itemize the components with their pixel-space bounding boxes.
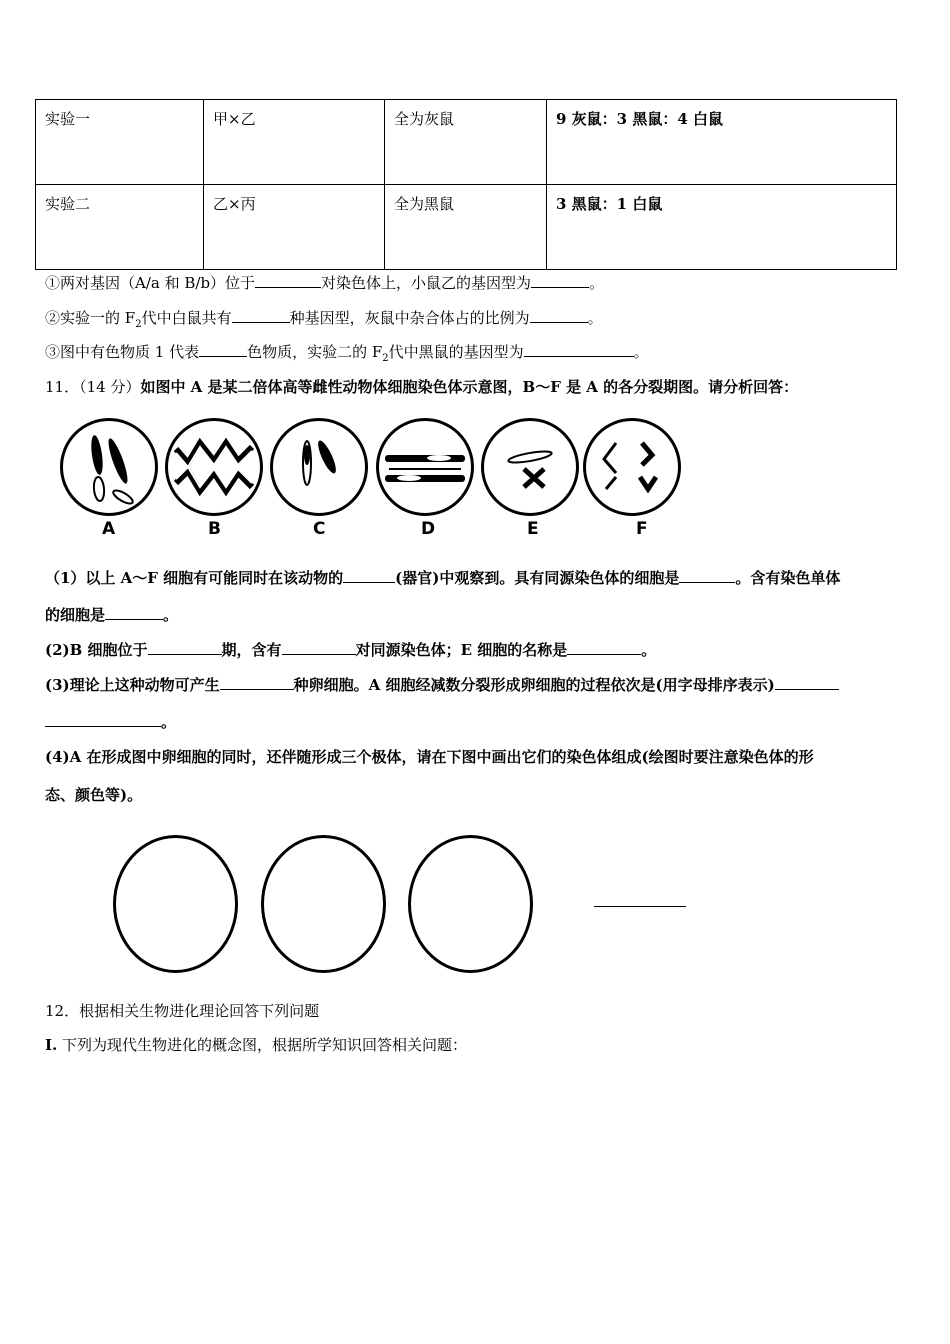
text: 下列为现代生物进化的概念图，根据所学知识回答相关问题： bbox=[57, 1036, 468, 1054]
experiment-table bbox=[35, 99, 897, 270]
cell-a-diagram bbox=[60, 418, 158, 516]
chromosome-drawing bbox=[484, 421, 576, 513]
chromosome-drawing bbox=[168, 421, 260, 513]
text: (3)理论上这种动物可产生 bbox=[45, 676, 220, 694]
text: ①两对基因（A/a 和 B/b）位于 bbox=[45, 274, 256, 292]
text: 对染色体上，小鼠乙的基因型为 bbox=[321, 274, 532, 292]
cell-c-diagram bbox=[270, 418, 368, 516]
q11-part3-line2 bbox=[45, 712, 176, 732]
answer-blank[interactable] bbox=[530, 308, 588, 323]
subscript: 2 bbox=[135, 319, 142, 330]
text: 态、颜色等)。 bbox=[45, 786, 143, 804]
text: (器官)中观察到。具有同源染色体的细胞是 bbox=[395, 569, 680, 587]
text: 对同源染色体；E 细胞的名称是 bbox=[355, 641, 568, 659]
cell-label: B bbox=[208, 519, 221, 539]
table-row bbox=[36, 185, 897, 270]
part-label: I. bbox=[45, 1036, 58, 1054]
text: 代中白鼠共有 bbox=[141, 309, 232, 327]
q11-part2 bbox=[45, 640, 656, 660]
answer-blank[interactable] bbox=[775, 675, 839, 690]
table-cell: 全为灰鼠 bbox=[385, 100, 547, 185]
question-text: 根据相关生物进化理论回答下列问题 bbox=[79, 1002, 320, 1020]
text: ②实验一的 F bbox=[45, 309, 136, 327]
q12-part1 bbox=[45, 1035, 467, 1055]
cell-label: E bbox=[527, 519, 539, 539]
text: ③图中有色物质 1 代表 bbox=[45, 343, 200, 361]
drawing-circle-1[interactable] bbox=[113, 835, 238, 973]
text: 。 bbox=[589, 274, 605, 292]
table-cell: 实验一 bbox=[36, 100, 204, 185]
table-cell: 甲×乙 bbox=[204, 100, 385, 185]
cell-f-diagram bbox=[583, 418, 681, 516]
answer-blank[interactable] bbox=[531, 273, 589, 288]
answer-blank[interactable] bbox=[282, 640, 356, 655]
answer-blank[interactable] bbox=[45, 712, 161, 727]
text: 。 bbox=[641, 641, 657, 659]
cell-label: C bbox=[313, 519, 326, 539]
text: 色物质，实验二的 F bbox=[247, 343, 383, 361]
answer-blank[interactable] bbox=[199, 342, 247, 357]
chromosome-drawing bbox=[273, 421, 365, 513]
q12-header bbox=[45, 1001, 319, 1021]
text: 。 bbox=[633, 343, 649, 361]
question-number: 11．（14 分） bbox=[45, 378, 141, 396]
text: (4)A 在形成图中卵细胞的同时，还伴随形成三个极体，请在下图中画出它们的染色体组成(绘图时要注意染色体的形 bbox=[45, 748, 814, 766]
cell-label: D bbox=[421, 519, 436, 539]
chromosome-drawing bbox=[63, 421, 155, 513]
subscript: 2 bbox=[382, 353, 389, 364]
text: 。 bbox=[161, 713, 177, 731]
q10-line-1 bbox=[45, 273, 604, 293]
question-number: 12． bbox=[45, 1002, 80, 1020]
text: 。 bbox=[587, 309, 603, 327]
answer-line[interactable] bbox=[594, 906, 686, 907]
answer-blank[interactable] bbox=[105, 605, 163, 620]
table-cell: 实验二 bbox=[36, 185, 204, 270]
cell-b-diagram bbox=[165, 418, 263, 516]
q11-part3-line1 bbox=[45, 675, 839, 695]
chromosome-drawing bbox=[586, 421, 678, 513]
q11-part4-line2 bbox=[45, 785, 142, 805]
text: 代中黑鼠的基因型为 bbox=[388, 343, 524, 361]
answer-blank[interactable] bbox=[255, 273, 321, 288]
answer-blank[interactable] bbox=[343, 568, 395, 583]
q11-part4-line1 bbox=[45, 747, 814, 767]
q11-header bbox=[45, 377, 798, 397]
table-cell: 全为黑鼠 bbox=[385, 185, 547, 270]
text: 的细胞是 bbox=[45, 606, 106, 624]
text: 种卵细胞。A 细胞经减数分裂形成卵细胞的过程依次是(用字母排序表示) bbox=[293, 676, 775, 694]
text: (2)B 细胞位于 bbox=[45, 641, 148, 659]
table-cell: 9 灰鼠：3 黑鼠：4 白鼠 bbox=[547, 100, 897, 185]
answer-blank[interactable] bbox=[220, 675, 294, 690]
chromosome-drawing bbox=[379, 421, 471, 513]
answer-blank[interactable] bbox=[232, 308, 290, 323]
cell-label: F bbox=[636, 519, 648, 539]
text: 种基因型，灰鼠中杂合体占的比例为 bbox=[289, 309, 530, 327]
q11-part1-line1 bbox=[45, 568, 840, 588]
drawing-circle-2[interactable] bbox=[261, 835, 386, 973]
cell-e-diagram bbox=[481, 418, 579, 516]
text: （1）以上 A～F 细胞有可能同时在该动物的 bbox=[45, 569, 344, 587]
text: 。 bbox=[163, 606, 179, 624]
answer-blank[interactable] bbox=[524, 342, 634, 357]
text: 。含有染色单体 bbox=[735, 569, 841, 587]
q10-line-3 bbox=[45, 342, 649, 369]
q10-line-2 bbox=[45, 308, 603, 335]
answer-blank[interactable] bbox=[679, 568, 735, 583]
cell-d-diagram bbox=[376, 418, 474, 516]
question-text: 如图中 A 是某二倍体高等雌性动物体细胞染色体示意图，B～F 是 A 的各分裂期图。请分析回答： bbox=[140, 378, 799, 396]
text: 期，含有 bbox=[221, 641, 282, 659]
table-cell: 3 黑鼠：1 白鼠 bbox=[547, 185, 897, 270]
q11-part1-line2 bbox=[45, 605, 178, 625]
table-cell: 乙×丙 bbox=[204, 185, 385, 270]
table-row bbox=[36, 100, 897, 185]
answer-blank[interactable] bbox=[567, 640, 641, 655]
drawing-circle-3[interactable] bbox=[408, 835, 533, 973]
answer-blank[interactable] bbox=[148, 640, 222, 655]
cell-label: A bbox=[102, 519, 116, 539]
